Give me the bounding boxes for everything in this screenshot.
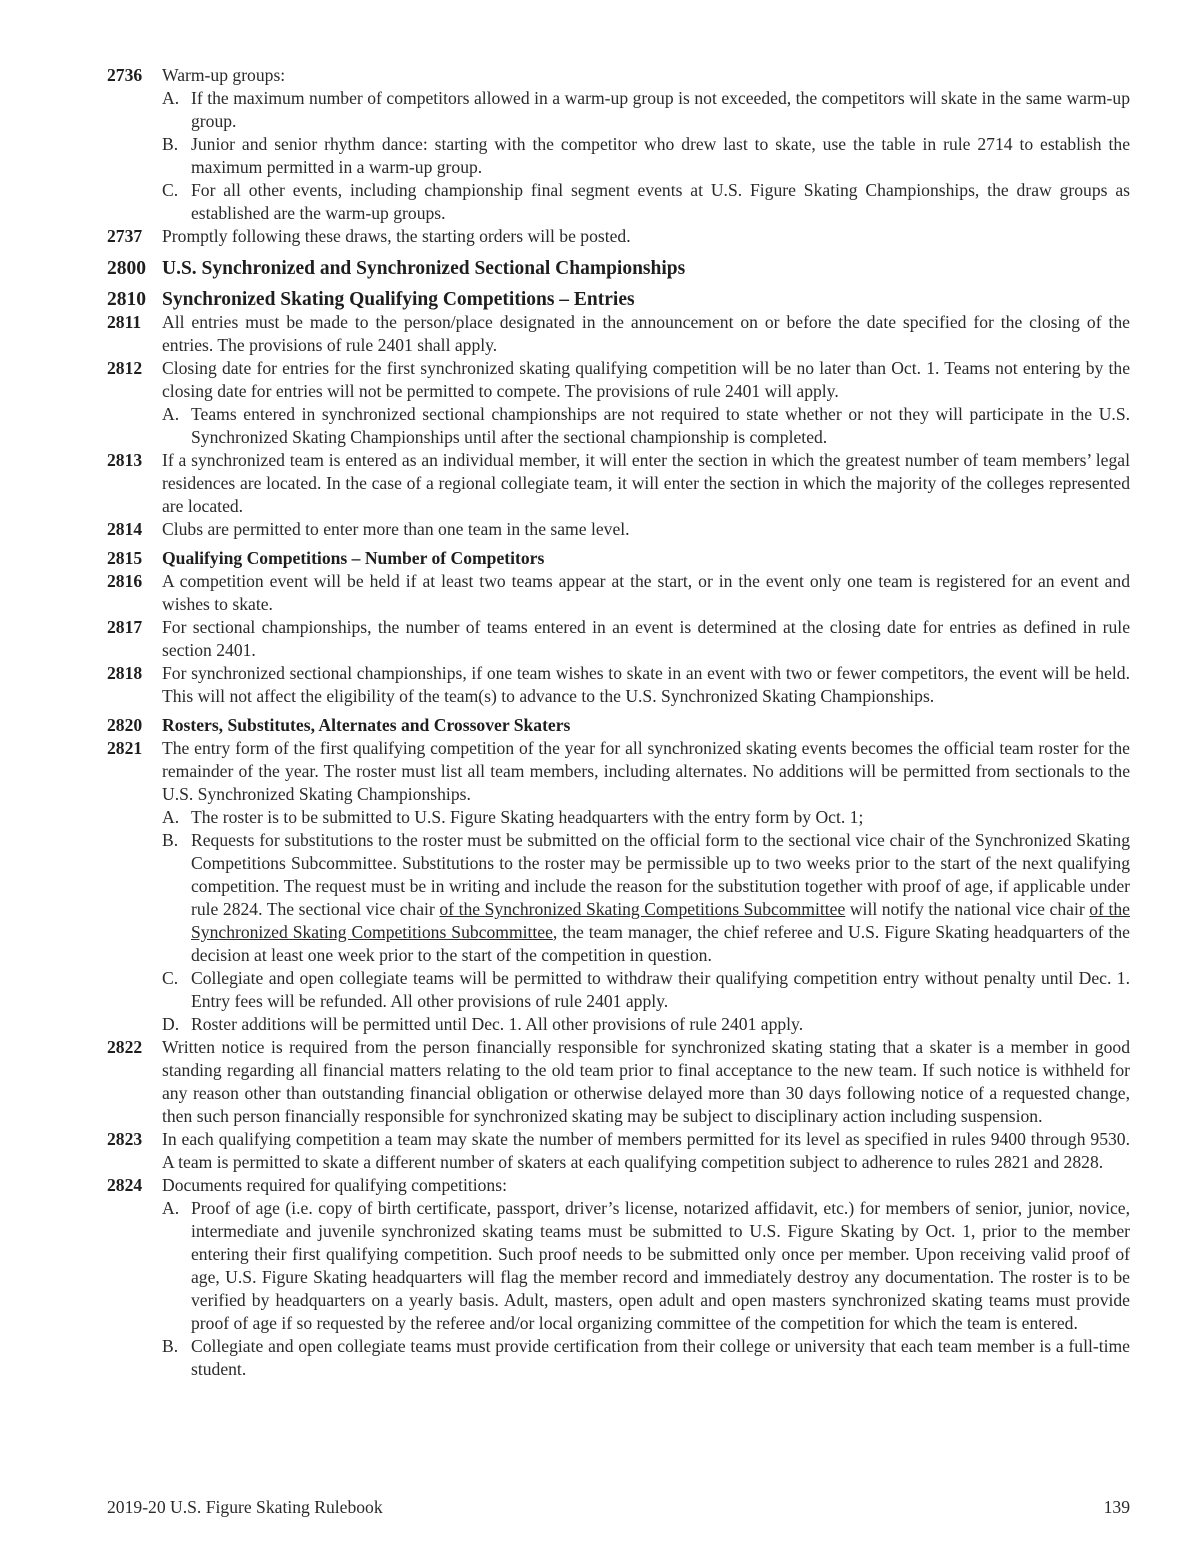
- item-text: Collegiate and open collegiate teams will be permitted to withdraw their qualifying competition entry without penalty until Dec. 1. Entry fees will be refunded. All other provisions of rule 2401 apply.: [191, 968, 1130, 1011]
- rule-text: Warm-up groups:: [162, 65, 286, 85]
- rule-text: Documents required for qualifying competitions:: [162, 1175, 507, 1195]
- heading-2820: [107, 714, 1130, 737]
- rule-number: 2818: [107, 663, 143, 683]
- heading-2815: [107, 547, 1130, 570]
- rule-text: All entries must be made to the person/place designated in the announcement on or before the date specified for the closing of the entries. The provisions of rule 2401 shall apply.: [162, 312, 1130, 355]
- item-text: Roster additions will be permitted until Dec. 1. All other provisions of rule 2401 apply.: [191, 1014, 804, 1034]
- item-label: C.: [162, 968, 179, 988]
- rule-2817: [107, 616, 1130, 662]
- heading-2810: [107, 288, 1130, 311]
- rule-2812-a: [162, 403, 1130, 449]
- rule-2823: [107, 1128, 1130, 1174]
- rule-text: Promptly following these draws, the starting orders will be posted.: [162, 226, 631, 246]
- item-label: B.: [162, 134, 179, 154]
- rule-2814: [107, 518, 1130, 541]
- item-text: Collegiate and open collegiate teams must provide certification from their college or university that each team member is a full-time student.: [191, 1336, 1130, 1379]
- item-label: B.: [162, 1336, 179, 1356]
- section-title: Synchronized Skating Qualifying Competitions – Entries: [162, 289, 635, 310]
- rule-text: Clubs are permitted to enter more than one team in the same level.: [162, 519, 630, 539]
- rule-2824-b: [162, 1335, 1130, 1381]
- item-text: The roster is to be submitted to U.S. Figure Skating headquarters with the entry form by Oct. 1;: [191, 807, 864, 827]
- rule-2736-c: [162, 179, 1130, 225]
- rule-number: 2812: [107, 358, 143, 378]
- page-number: 139: [1103, 1497, 1130, 1517]
- rule-number: 2821: [107, 738, 143, 758]
- rule-2812: [107, 357, 1130, 403]
- item-text: [191, 829, 1130, 967]
- item-label: C.: [162, 180, 179, 200]
- rule-text: If a synchronized team is entered as an individual member, it will enter the section in which the greatest number of team members’ legal residences are located. In the case of a regional collegiate team, it will enter the section in which the majority of the colleges represented are located.: [162, 450, 1130, 516]
- section-number: 2815: [107, 548, 143, 568]
- rule-number: 2822: [107, 1037, 143, 1057]
- rule-2821-b: [162, 829, 1130, 967]
- item-text: If the maximum number of competitors allowed in a warm-up group is not exceeded, the competitors will skate in the same warm-up group.: [191, 88, 1130, 131]
- rule-2822: [107, 1036, 1130, 1128]
- rule-2813: [107, 449, 1130, 518]
- rule-number: 2817: [107, 617, 143, 637]
- rule-text: For synchronized sectional championships, if one team wishes to skate in an event with two or fewer competitors, the event will be held. This will not affect the eligibility of the team(s) to advance to the U.S. Synchronized Skating Championships.: [162, 663, 1130, 706]
- rule-2736-b: [162, 133, 1130, 179]
- rule-text: The entry form of the first qualifying competition of the year for all synchronized skating events becomes the official team roster for the remainder of the year. The roster must list all team members, including alternates. No additions will be permitted from sectionals to the U.S. Synchronized Skating Championships.: [162, 738, 1130, 804]
- rule-number: 2813: [107, 450, 143, 470]
- rule-text: For sectional championships, the number of teams entered in an event is determined at the closing date for entries as defined in rule section 2401.: [162, 617, 1130, 660]
- rule-2818: [107, 662, 1130, 708]
- item-text-part: Requests for substitutions to the roster must be submitted on the official form to the sectional vice chair of the Synchronized Skating Competitions Subcommittee. Substitutions to the roster may be permissible up to two weeks prior to the start of the next qualifying competition. The request must be in writing and include the reason for the substitution together with proof of age, if applicable under rule 2824. The sectional vice chair: [191, 830, 1130, 919]
- item-label: A.: [162, 807, 180, 827]
- rule-number: 2816: [107, 571, 143, 591]
- item-text: Teams entered in synchronized sectional championships are not required to state whether or not they will participate in the U.S. Synchronized Skating Championships until after the sectional championship is completed.: [191, 404, 1130, 447]
- underlined-text: of the Synchronized Skating Competitions Subcommittee: [439, 899, 846, 919]
- item-text: For all other events, including championship final segment events at U.S. Figure Skating Championships, the draw groups as established are the warm-up groups.: [191, 180, 1130, 223]
- page-footer: [107, 1497, 1130, 1518]
- section-number: 2800: [107, 258, 146, 279]
- rule-number: 2824: [107, 1175, 143, 1195]
- rulebook-page: [107, 64, 1130, 1381]
- rule-2736-a: [162, 87, 1130, 133]
- item-text-part: , the team manager, the chief referee and U.S. Figure Skating headquarters of the decision at least one week prior to the start of the competition in question.: [191, 922, 1130, 965]
- rule-2736: [107, 64, 1130, 87]
- rule-number: 2814: [107, 519, 143, 539]
- item-label: A.: [162, 404, 180, 424]
- underlined-text: of the Synchronized Skating Competitions Subcommittee: [191, 899, 1130, 942]
- item-label: B.: [162, 830, 179, 850]
- rule-2821: [107, 737, 1130, 806]
- rule-2824: [107, 1174, 1130, 1197]
- rule-2816: [107, 570, 1130, 616]
- rule-text: Written notice is required from the person financially responsible for synchronized skating stating that a skater is a member in good standing regarding all financial matters relating to the old team prior to final acceptance to the new team. If such notice is withheld for any reason other than outstanding financial obligation or otherwise delayed more than 30 days following notice of a requested change, then such person financially responsible for synchronized skating may be subject to disciplinary action including suspension.: [162, 1037, 1130, 1126]
- rule-2824-a: [162, 1197, 1130, 1335]
- rule-text: Closing date for entries for the first synchronized skating qualifying competition will be no later than Oct. 1. Teams not entering by the closing date for entries will not be permitted to compete. The provisions of rule 2401 will apply.: [162, 358, 1130, 401]
- rule-number: 2737: [107, 226, 143, 246]
- rule-2821-a: [162, 806, 1130, 829]
- section-title: U.S. Synchronized and Synchronized Sectional Championships: [162, 258, 686, 279]
- item-text-part: will notify the national vice chair: [845, 899, 1090, 919]
- item-label: A.: [162, 88, 180, 108]
- rule-number: 2823: [107, 1129, 143, 1149]
- item-text: Junior and senior rhythm dance: starting with the competitor who drew last to skate, use the table in rule 2714 to establish the maximum permitted in a warm-up group.: [191, 134, 1130, 177]
- item-label: D.: [162, 1014, 180, 1034]
- rule-text: A competition event will be held if at least two teams appear at the start, or in the event only one team is registered for an event and wishes to skate.: [162, 571, 1130, 614]
- footer-title: 2019-20 U.S. Figure Skating Rulebook: [107, 1497, 383, 1517]
- rule-2821-c: [162, 967, 1130, 1013]
- heading-2800: [107, 257, 1130, 280]
- rule-text: In each qualifying competition a team may skate the number of members permitted for its level as specified in rules 9400 through 9530. A team is permitted to skate a different number of skaters at each qualifying competition subject to adherence to rules 2821 and 2828.: [162, 1129, 1130, 1172]
- section-number: 2820: [107, 715, 143, 735]
- section-title: Rosters, Substitutes, Alternates and Crossover Skaters: [162, 715, 571, 735]
- rule-number: 2736: [107, 65, 143, 85]
- item-text: Proof of age (i.e. copy of birth certificate, passport, driver’s license, notarized affidavit, etc.) for members of senior, junior, novice, intermediate and juvenile synchronized skating teams must be submitted to U.S. Figure Skating by Oct. 1, prior to the member entering their first qualifying competition. Such proof needs to be submitted only once per member. Upon receiving valid proof of age, U.S. Figure Skating headquarters will flag the member record and immediately destroy any documentation. The roster is to be verified by headquarters on a yearly basis. Adult, masters, open adult and open masters synchronized skating teams must provide proof of age if so requested by the referee and/or local organizing committee of the competition for which the team is entered.: [191, 1198, 1130, 1333]
- rule-2811: [107, 311, 1130, 357]
- rule-2821-d: [162, 1013, 1130, 1036]
- item-label: A.: [162, 1198, 180, 1218]
- rule-2737: [107, 225, 1130, 248]
- section-number: 2810: [107, 289, 146, 310]
- rule-number: 2811: [107, 312, 142, 332]
- section-title: Qualifying Competitions – Number of Competitors: [162, 548, 545, 568]
